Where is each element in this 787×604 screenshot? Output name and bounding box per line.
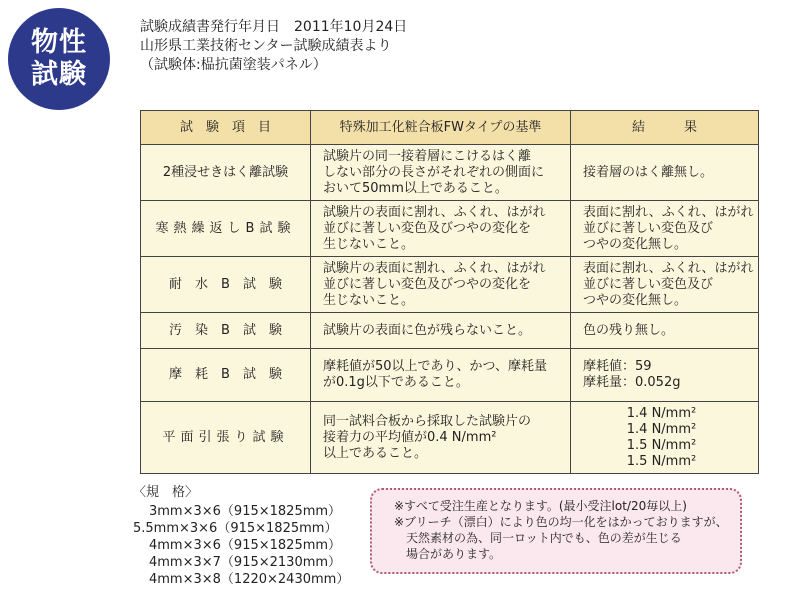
standard-line: 試験片の表面に割れ、ふくれ、はがれ [323,204,546,220]
test-item-cell: 汚 染 B 試 験 [141,313,311,349]
order-note-box [370,488,742,574]
spec-row: 5.5mm×3×6（915×1825mm） [133,521,338,536]
standard-line: 並びに著しい変色及びつやの変化を [323,276,532,292]
standard-line: 試験片の表面に割れ、ふくれ、はがれ [323,260,546,276]
result-line: 表面に割れ、ふくれ、はがれ [583,260,754,276]
note-line-2: ※ブリーチ（漂白）により色の均一化をはかっておりますが、 [394,515,728,529]
result-line: 並びに著しい変色及び [583,220,714,236]
header-specimen: （試験体:榀抗菌塗装パネル） [140,57,327,73]
header-test-item: 試 験 項 目 [141,111,311,145]
standard-cell [311,201,571,257]
specifications [133,484,349,588]
result-line: 色の残り無し。 [583,322,675,338]
header-standard: 特殊加工化粧合板FWタイプの基準 [311,111,571,145]
table-row [141,257,759,313]
result-line: 表面に割れ、ふくれ、はがれ [583,204,754,220]
note-line-4: 場合があります。 [406,547,502,561]
result-line: つやの変化無し。 [583,292,688,308]
result-line: 1.5 N/mm² [626,453,697,469]
result-cell [571,201,759,257]
standard-line: しない部分の長さがそれぞれの側面に [323,164,545,180]
standard-cell [311,257,571,313]
table-header-row [141,111,759,145]
test-results-table [140,110,759,474]
standard-line: 接着力の平均値が0.4 N/mm² [323,429,497,445]
standard-line: 同一試料合板から採取した試験片の [323,413,532,429]
standard-line: 生じないこと。 [323,236,415,252]
test-item-cell: 摩 耗 B 試 験 [141,349,311,402]
header-source: 山形県工業技術センター試験成績表より [140,38,392,54]
result-line: 接着層のはく離無し。 [583,164,714,180]
standard-line: が0.1g以下であること。 [323,375,469,390]
result-cell [571,349,759,402]
spec-row: 3mm×3×6（915×1825mm） [149,504,342,519]
table-row [141,402,759,474]
result-line: 1.5 N/mm² [626,437,697,453]
test-item-cell: 耐 水 B 試 験 [141,257,311,313]
test-item-cell: 2種浸せきはく離試験 [141,145,311,201]
badge-physical-test [8,8,110,110]
standard-cell [311,145,571,201]
result-line: 1.4 N/mm² [626,421,697,437]
standard-line: 生じないこと。 [323,292,415,308]
result-line: 摩耗量：0.052g [583,375,681,390]
badge-line-1: 物性 [31,27,87,58]
table-row [141,145,759,201]
spec-row: 4mm×3×8（1220×2430mm） [149,572,350,587]
badge-line-2: 試験 [31,59,87,90]
result-line: 並びに著しい変色及び [583,276,714,292]
table-row [141,349,759,402]
standard-cell [311,349,571,402]
specs-title: 〈規 格〉 [133,485,199,500]
header-issue-date: 試験成績書発行年月日 2011年10月24日 [140,19,408,35]
table-row [141,201,759,257]
result-cell [571,145,759,201]
report-header [140,18,407,75]
standard-line: 試験片の表面に色が残らないこと。 [323,322,532,338]
table-row [141,313,759,349]
spec-row: 4mm×3×6（915×1825mm） [149,538,342,553]
result-line: 摩耗値：59 [583,359,652,374]
result-cell [571,402,759,474]
standard-line: 並びに著しい変色及びつやの変化を [323,220,532,236]
result-line: つやの変化無し。 [583,236,688,252]
standard-line: 摩耗値が50以上であり、かつ、摩耗量 [323,359,548,374]
test-item-cell: 寒熱繰返しB試験 [141,201,311,257]
standard-cell [311,402,571,474]
result-cell [571,313,759,349]
standard-cell [311,313,571,349]
header-result: 結 果 [571,111,759,145]
standard-line: おいて50mm以上であること。 [323,180,508,196]
result-line: 1.4 N/mm² [626,405,697,421]
test-item-cell: 平面引張り試験 [141,402,311,474]
note-line-3: 天然素材の為、同一ロット内でも、色の差が生じる [406,531,682,545]
standard-line: 試験片の同一接着層にこけるはく離 [323,148,532,164]
result-cell [571,257,759,313]
spec-row: 4mm×3×7（915×2130mm） [149,555,342,570]
note-line-1: ※すべて受注生産となります。(最小受注lot/20毎以上) [394,499,687,513]
standard-line: 以上であること。 [323,445,428,461]
